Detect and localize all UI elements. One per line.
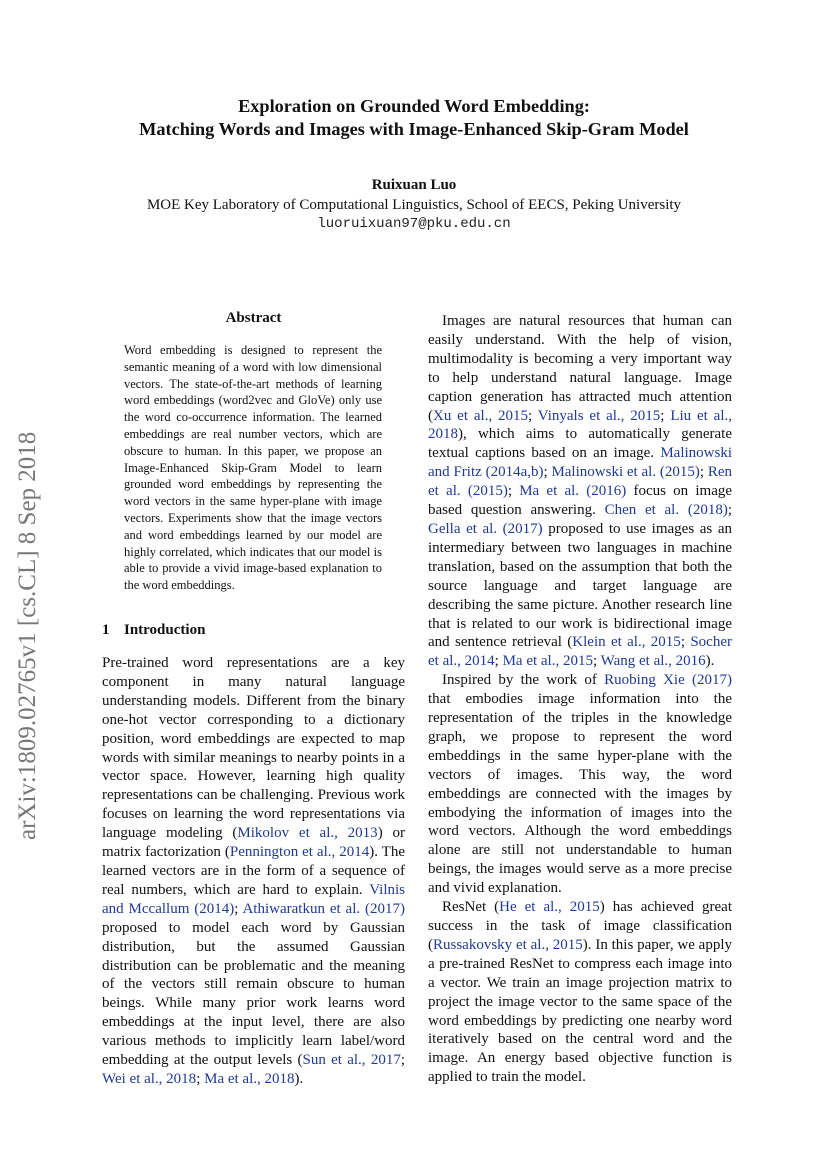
affiliation: MOE Key Laboratory of Computational Linguistics, School of EECS, Peking University	[146, 197, 682, 213]
abstract-heading: Abstract	[225, 310, 282, 326]
citation-link[interactable]: Ma et al., 2018	[204, 1070, 295, 1087]
citation-link[interactable]: Wei et al., 2018	[102, 1070, 197, 1087]
intro-paragraph-1	[102, 654, 405, 1089]
abstract-text: Word embedding is designed to represent the semantic meaning of a word with low dimensional vectors. The state-of-the-art methods of learning word embeddings (word2vec and GloVe) only use the word co-occurrence information. The learned embeddings are real number vectors, which are obscure to human. In this paper, we propose an Image-Enhanced Skip-Gram Model to learn grounded word embeddings by representing the word vectors in the same hyper-plane with image vectors. Experiments show that the image vectors and word embeddings learned by our model are highly correlated, which indicates that our model is able to provide a vivid image-based explanation to the word embeddings.	[124, 343, 382, 593]
text-run: ;	[234, 900, 243, 917]
title-block	[0, 95, 828, 234]
text-run: focus on image based question answering.	[428, 483, 733, 519]
intro-column	[102, 654, 405, 1089]
text-run: proposed to model each word by Gaussian distribution, but the assumed Gaussian distribution can be problematic and the meaning of the vectors still remain obscure to human beings. While many prior work learns word embeddings at the input level, there are also various methods to implicitly learn label/word embedding at the output levels (	[102, 919, 405, 1069]
text-run: ). In this paper, we apply a pre-trained ResNet to compress each image into a vector. We train an image projection matrix to project the image vector to the same space of the word embeddings by predicting one nearby word iteratively based on the central word and the image. An energy based objective function is applied to train the model.	[428, 936, 732, 1086]
arxiv-stamp: arXiv:1809.02765v1 [cs.CL] 8 Sep 2018	[14, 431, 41, 840]
citation-link[interactable]: Klein et al., 2015	[572, 634, 681, 651]
text-run: Inspired by the work of	[442, 672, 605, 689]
author-email[interactable]: luoruixuan97@pku.edu.cn	[317, 216, 511, 232]
citation-link[interactable]: Pennington et al., 2014	[229, 844, 370, 861]
citation-link[interactable]: Liu et al., 2018	[428, 407, 732, 443]
text-run: ;	[507, 483, 520, 500]
citation-link[interactable]: Chen et al. (2018)	[604, 502, 728, 519]
citation-link[interactable]: He et al., 2015	[499, 899, 600, 916]
paper-title-line-2: Matching Words and Images with Image-Enhanced Skip-Gram Model	[139, 119, 689, 139]
text-run: ;	[660, 407, 671, 424]
paragraph-images	[428, 312, 732, 671]
citation-link[interactable]: Socher et al., 2014	[428, 634, 732, 670]
citation-link[interactable]: Malinowski and Fritz (2014a,b)	[428, 445, 732, 481]
text-run: ;	[699, 464, 708, 481]
text-run: ;	[592, 653, 601, 670]
text-run: Images are natural resources that human can easily understand. With the help of vision, multimodality is becoming a very important way to help understand natural language. Image caption generation has attracted much attention (	[428, 313, 732, 424]
citation-link[interactable]: Ruobing Xie (2017)	[604, 672, 732, 689]
right-column	[428, 312, 732, 1087]
citation-link[interactable]: Ma et al., 2015	[502, 653, 593, 670]
text-run: ).	[294, 1070, 304, 1087]
text-run: ), which aims to automatically generate textual captions based on an image.	[428, 426, 732, 462]
paragraph-resnet	[428, 898, 732, 1087]
citation-link[interactable]: Athiwaratkun et al. (2017)	[242, 900, 405, 917]
citation-link[interactable]: Gella et al. (2017)	[428, 520, 543, 537]
paragraph-inspired	[428, 671, 732, 898]
citation-link[interactable]: Wang et al., 2016	[600, 653, 706, 670]
citation-link[interactable]: Vinyals et al., 2015	[537, 407, 661, 424]
text-run: ;	[543, 464, 552, 481]
text-run: that embodies image information into the representation of the triples in the knowledge graph, we propose to represent the word embeddings in the same hyper-plane with the vectors of images. This way, the word embeddings are connected with the images by embodying the information of images into the word vectors. Although the word embeddings alone are still not understandable to human beings, the images would serve as a more precise and vivid explanation.	[428, 691, 732, 897]
text-run: ;	[494, 653, 503, 670]
text-run: ;	[727, 502, 732, 519]
text-run: ). The learned vectors are in the form of a sequence of real numbers, which are hard to explain.	[102, 844, 405, 898]
text-run: ;	[196, 1070, 205, 1087]
section-heading-introduction	[102, 622, 205, 639]
citation-link[interactable]: Ren et al. (2015)	[428, 464, 733, 500]
author-name: Ruixuan Luo	[371, 177, 457, 193]
text-run: ;	[680, 634, 691, 651]
citation-link[interactable]: Ma et al. (2016)	[519, 483, 627, 500]
text-run: proposed to use images as an intermediary between two languages in machine translation, based on the assumption that both the source language and target language are describing the same picture. Another research line that is related to our work is bidirectional image and sentence retrieval (	[428, 520, 733, 651]
text-run: ;	[528, 407, 538, 424]
text-run: ;	[400, 1052, 405, 1069]
citation-link[interactable]: Sun et al., 2017	[302, 1052, 401, 1069]
citation-link[interactable]: Mikolov et al., 2013	[237, 825, 378, 842]
citation-link[interactable]: Russakovsky et al., 2015	[433, 936, 583, 953]
text-run: ) or matrix factorization (	[102, 825, 405, 861]
text-run: ).	[705, 653, 715, 670]
text-run: ) has achieved great success in the task of image classification (	[428, 899, 732, 953]
text-run: Pre-trained word representations are a key component in many natural language understanding models. Different from the binary one-hot vector corresponding to a dictionary position, word embeddings are expected to map words with similar meanings to nearby points in a vector space. However, learning high quality representations can be challenging. Previous work focuses on learning the word representations via language modeling (	[102, 655, 405, 842]
citation-link[interactable]: Vilnis and Mccallum (2014)	[102, 881, 405, 917]
section-title: Introduction	[124, 622, 206, 638]
citation-link[interactable]: Malinowski et al. (2015)	[551, 464, 700, 481]
text-run: ResNet (	[442, 899, 500, 916]
paper-title-line-1: Exploration on Grounded Word Embedding:	[238, 96, 590, 116]
section-number: 1	[102, 622, 110, 638]
citation-link[interactable]: Xu et al., 2015	[433, 407, 529, 424]
